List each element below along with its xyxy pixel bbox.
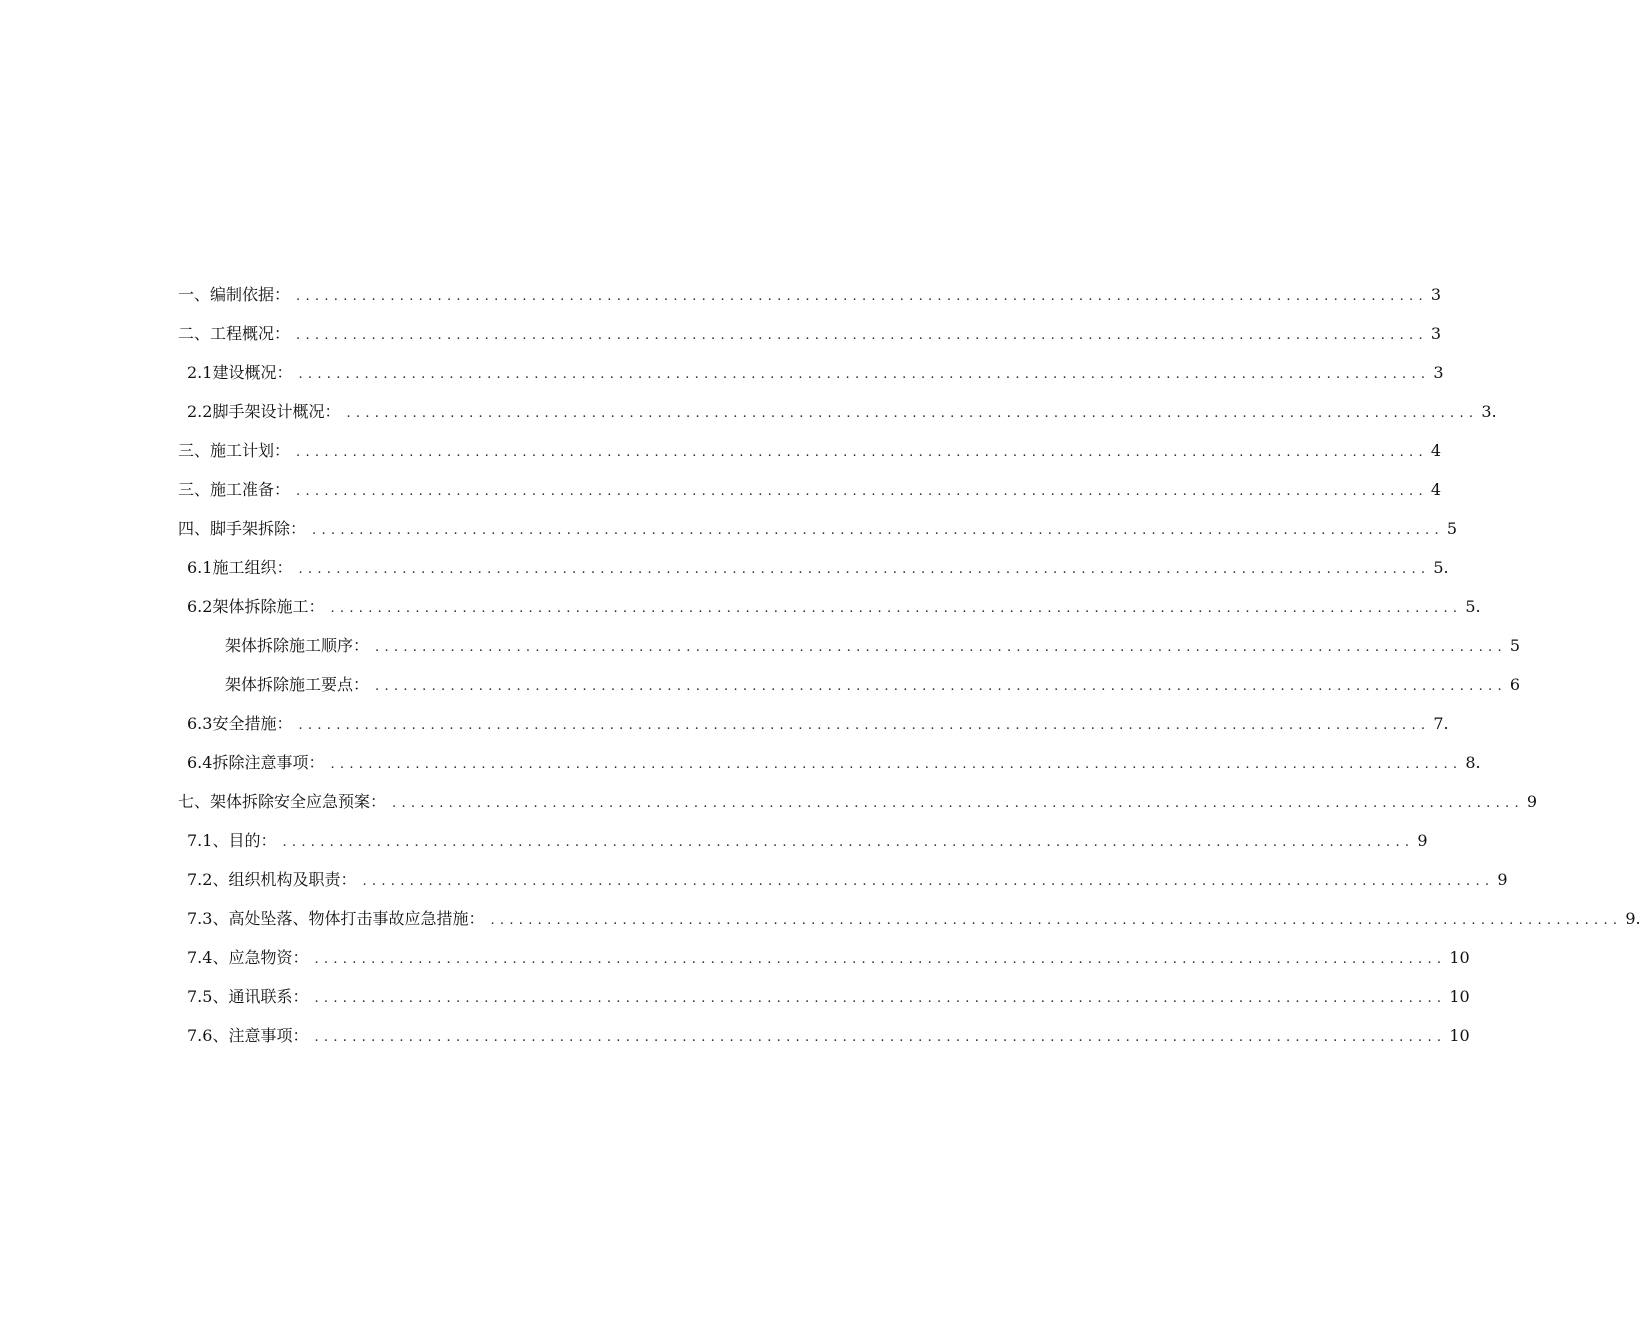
toc-entry-number: 2.2 [187, 402, 213, 421]
dot-leader: ........................................................................................................................ [314, 952, 1447, 967]
toc-entry-number: 7.4、 [187, 948, 229, 967]
toc-entry[interactable] [178, 399, 1497, 438]
toc-entry-number: 三、 [178, 441, 211, 460]
dot-leader: ........................................................................................................................ [296, 289, 1428, 304]
toc-entry-title: 拆除注意事项： [212, 753, 325, 772]
toc-entry-title: 施工计划： [210, 441, 291, 460]
toc-entry-title: 通讯联系： [228, 987, 309, 1006]
toc-entry-number: 7.1、 [187, 831, 229, 850]
dot-leader: ........................................................................................................................ [346, 406, 1479, 421]
toc-entry[interactable] [178, 438, 1442, 477]
toc-entry-page: 10 [1449, 948, 1470, 967]
toc-entry-page: 5. [1433, 558, 1449, 577]
toc-entry-number: 四、 [178, 519, 211, 538]
toc-entry[interactable] [178, 984, 1470, 1023]
dot-leader: ........................................................................................................................ [312, 523, 1444, 538]
toc-entry-page: 3 [1430, 324, 1442, 343]
dot-leader: ........................................................................................................................ [375, 640, 1507, 655]
toc-entry-title: 架体拆除施工： [212, 597, 325, 616]
toc-entry[interactable] [178, 594, 1481, 633]
dot-leader: ........................................................................................................................ [314, 991, 1447, 1006]
toc-entry-page: 7. [1433, 714, 1449, 733]
toc-entry-title: 脚手架拆除： [210, 519, 307, 538]
toc-entry-page: 3 [1430, 285, 1442, 304]
toc-entry-number: 7.2、 [187, 870, 229, 889]
dot-leader: ........................................................................................................................ [298, 367, 1431, 382]
dot-leader: ........................................................................................................................ [490, 913, 1623, 928]
toc-entry[interactable] [178, 360, 1444, 399]
toc-entry-page: 9 [1497, 870, 1508, 889]
toc-entry-page: 4 [1430, 480, 1442, 499]
toc-entry[interactable] [178, 906, 1641, 945]
toc-entry-title: 施工准备： [210, 480, 291, 499]
toc-entry-page: 9 [1417, 831, 1428, 850]
toc-entry[interactable] [178, 828, 1428, 867]
toc-entry-title: 脚手架设计概况： [212, 402, 341, 421]
toc-entry-title: 编制依据： [210, 285, 291, 304]
toc-entry-title: 应急物资： [228, 948, 309, 967]
toc-entry-number: 6.4 [187, 753, 213, 772]
toc-entry-page: 6 [1509, 675, 1521, 694]
toc-entry-page: 5 [1509, 636, 1521, 655]
toc-entry-title: 目的： [228, 831, 277, 850]
toc-entry-title: 架体拆除安全应急预案： [210, 792, 387, 811]
toc-entry-page: 10 [1449, 1026, 1470, 1045]
toc-entry[interactable] [178, 633, 1521, 672]
toc-entry-number: 6.2 [187, 597, 213, 616]
dot-leader: ........................................................................................................................ [314, 1030, 1447, 1045]
toc-entry-title: 组织机构及职责： [228, 870, 357, 889]
toc-entry[interactable] [178, 555, 1449, 594]
toc-entry-page: 5 [1446, 519, 1458, 538]
toc-entry-title: 架体拆除施工顺序： [225, 636, 370, 655]
toc-entry-number: 7.6、 [187, 1026, 229, 1045]
toc-entry-number: 7.3、 [187, 909, 229, 928]
dot-leader: ........................................................................................................................ [298, 718, 1431, 733]
toc-entry-page: 4 [1430, 441, 1442, 460]
toc-entry-page: 10 [1449, 987, 1470, 1006]
table-of-contents [178, 282, 1641, 1062]
toc-entry-title: 架体拆除施工要点： [225, 675, 370, 694]
dot-leader: ........................................................................................................................ [296, 445, 1428, 460]
toc-entry-title: 施工组织： [212, 558, 293, 577]
dot-leader: ........................................................................................................................ [296, 328, 1428, 343]
toc-entry-number: 三、 [178, 480, 211, 499]
toc-entry-title: 建设概况： [212, 363, 293, 382]
toc-entry-title: 安全措施： [212, 714, 293, 733]
toc-entry-page: 3. [1481, 402, 1497, 421]
toc-entry-page: 3 [1433, 363, 1444, 382]
toc-entry-number: 七、 [178, 792, 211, 811]
toc-entry[interactable] [178, 477, 1442, 516]
toc-entry-number: 6.3 [187, 714, 213, 733]
toc-entry[interactable] [178, 867, 1508, 906]
dot-leader: ........................................................................................................................ [282, 835, 1415, 850]
dot-leader: ........................................................................................................................ [330, 757, 1463, 772]
dot-leader: ........................................................................................................................ [375, 679, 1507, 694]
toc-entry[interactable] [178, 945, 1470, 984]
toc-entry-title: 高处坠落、物体打击事故应急措施： [228, 909, 485, 928]
toc-entry[interactable] [178, 711, 1449, 750]
toc-entry[interactable] [178, 1023, 1470, 1062]
toc-entry-page: 9 [1526, 792, 1538, 811]
dot-leader: ........................................................................................................................ [298, 562, 1431, 577]
toc-entry[interactable] [178, 750, 1481, 789]
toc-entry-number: 7.5、 [187, 987, 229, 1006]
toc-entry-page: 5. [1465, 597, 1481, 616]
toc-entry-number: 2.1 [187, 363, 213, 382]
toc-entry[interactable] [178, 321, 1442, 360]
toc-entry-page: 9. [1625, 909, 1641, 928]
toc-entry-number: 二、 [178, 324, 211, 343]
dot-leader: ........................................................................................................................ [330, 601, 1463, 616]
toc-entry[interactable] [178, 516, 1458, 555]
toc-entry[interactable] [178, 282, 1442, 321]
dot-leader: ........................................................................................................................ [362, 874, 1495, 889]
toc-entry[interactable] [178, 789, 1538, 828]
dot-leader: ........................................................................................................................ [392, 796, 1524, 811]
toc-entry-number: 6.1 [187, 558, 213, 577]
dot-leader: ........................................................................................................................ [296, 484, 1428, 499]
toc-entry[interactable] [178, 672, 1521, 711]
toc-entry-title: 工程概况： [210, 324, 291, 343]
toc-entry-title: 注意事项： [228, 1026, 309, 1045]
toc-entry-number: 一、 [178, 285, 211, 304]
toc-entry-page: 8. [1465, 753, 1481, 772]
